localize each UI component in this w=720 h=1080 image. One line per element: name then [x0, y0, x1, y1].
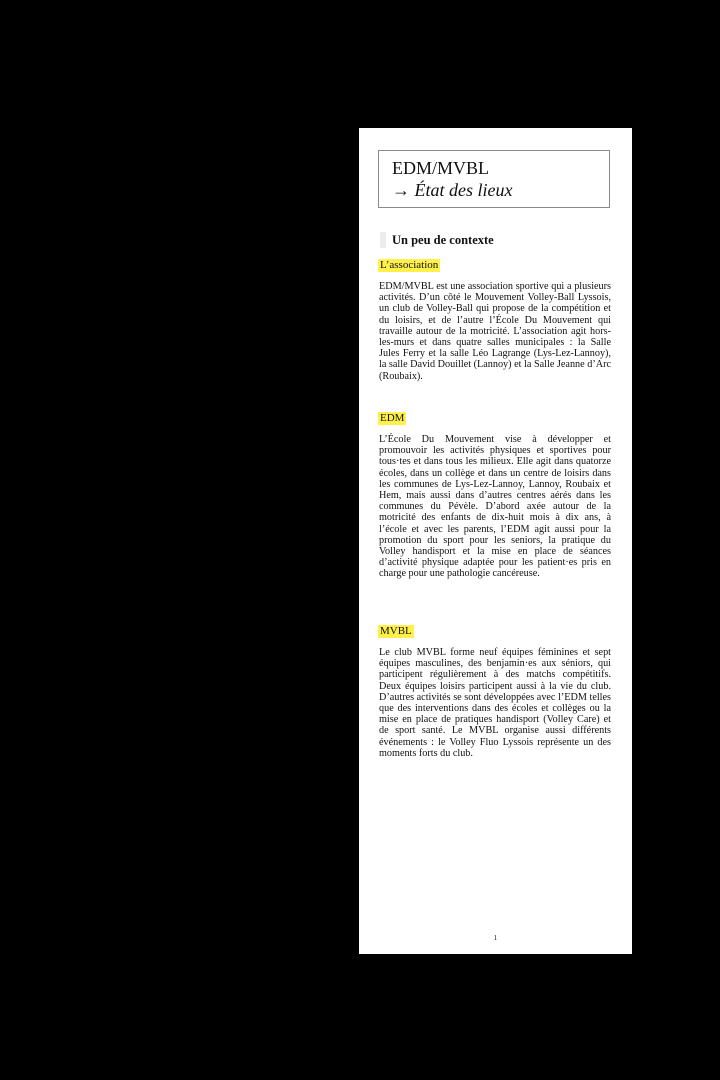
page-number: 1 [493, 934, 498, 942]
document-subtitle: → État des lieux [392, 180, 513, 200]
label-edm: EDM [380, 412, 405, 424]
label-mvbl: MVBL [380, 625, 412, 637]
heading-marker [380, 232, 386, 248]
section-heading-text: Un peu de contexte [392, 233, 494, 247]
document-page [359, 128, 632, 954]
document-title: EDM/MVBL [392, 158, 490, 178]
paragraph-edm: L’École Du Mouvement vise à développer et promouvoir les activités physiques et sportives pour tous·tes et dans tous les milieux. Elle agit dans quatorze écoles, dans un collège et dans un centre de loisirs dans les communes de Lys-Lez-Lannoy, Lannoy, Roubaix et Hem, mais aussi dans d’autres centres aérés dans les communes du Pévèle. D’abord axée autour de la motricité des enfants de dix-huit mois à dix ans, à l’école et avec les parents, l’EDM agit aussi pour la promotion du sport pour les seniors, la pratique du Volley handisport et la mise en place de séances d’activité physique adaptée pour les patient·es pris en charge pour une pathologie cancéreuse. [379, 434, 611, 580]
paragraph-association: EDM/MVBL est une association sportive qui a plusieurs activités. D’un côté le Mouvement Volley-Ball Lyssois, un club de Volley-Ball qui propose de la compétition et du loisirs, et de l’autre l’École Du Mouvement qui travaille autour de la motricité. L’association agit hors-les-murs et dans quatre salles municipales : la Salle Jules Ferry et la salle Léo Lagrange (Lys-Lez-Lannoy), la salle David Douillet (Lannoy) et la Salle Jeanne d’Arc (Roubaix). [379, 281, 611, 382]
paragraph-mvbl: Le club MVBL forme neuf équipes féminines et sept équipes masculines, des benjamin·es aux séniors, qui participent régulièrement à des matchs compétitifs. Deux équipes loisirs participent aussi à la vie du club. D’autres activités se sont développées avec l’EDM telles que des interventions dans des écoles et collèges ou la mise en place de pratiques handisport (Volley Care) et de sport santé. Le MVBL organise aussi différents événements : le Volley Fluo Lyssois représente un des moments forts du club. [379, 647, 611, 759]
section-heading [380, 232, 494, 248]
label-association: L’association [380, 259, 439, 271]
title-box [378, 150, 610, 208]
